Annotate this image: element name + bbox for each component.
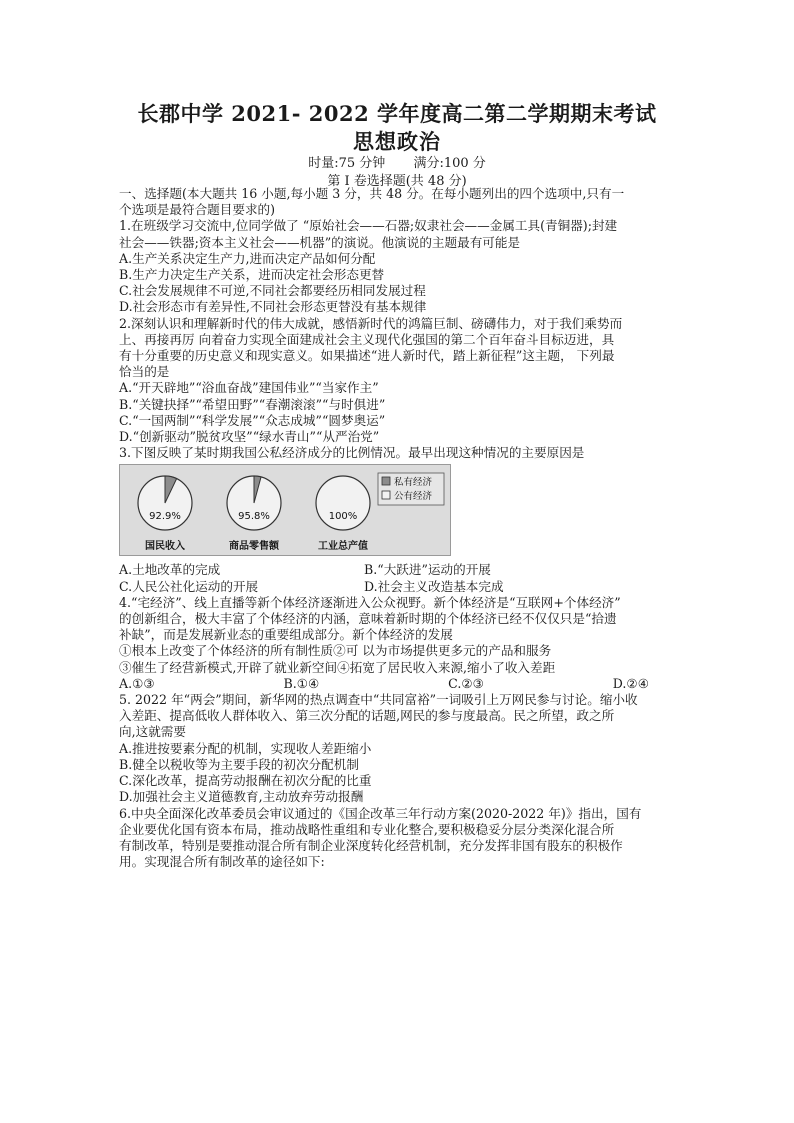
q3-options-row	[119, 562, 679, 578]
q4-item: ③催生了经营新模式,开辟了就业新空间④拓宽了居民收入来源,缩小了收入差距	[119, 659, 556, 675]
legend-label: 公有经济	[394, 491, 433, 503]
q1-option-b: B.生产力决定生产关系，进而决定社会形态更替	[119, 267, 385, 283]
q2-option-a: A.“开天辟地”“浴血奋战”建国伟业”“当家作主”	[119, 380, 379, 396]
q2-stem: 上、再接再厉 向着奋力实现全面建成社会主义现代化强国的第二个百年奋斗目标迈进，具	[119, 331, 615, 347]
q2-stem: 恰当的是	[119, 364, 170, 380]
q4-option-b: B.①④	[283, 675, 320, 691]
q5-option-c: C.深化改革，提高劳动报酬在初次分配的比重	[119, 773, 372, 789]
subject-title: 思想政治	[353, 129, 441, 154]
q6-stem: 6.中央全面深化改革委员会审议通过的《国企改革三年行动方案(2020-2022 年)》指出，国有	[119, 805, 642, 821]
q1-option-c: C.社会发展规律不可逆,不同社会都要经历相同发展过程	[119, 283, 426, 299]
q4-stem: 的创新组合，极大丰富了个体经济的内涵，意味着新时期的个体经济已经不仅仅只是“拾遗	[119, 611, 617, 627]
q5-option-b: B.健全以税收等为主要手段的初次分配机制	[119, 756, 359, 772]
q6-stem: 用。实现混合所有制改革的途径如下:	[119, 854, 325, 870]
q4-item: ①根本上改变了个体经济的所有制性质②可 以为市场提供更多元的产品和服务	[119, 643, 552, 659]
q4-option-d: D.②④	[612, 675, 649, 691]
q1-option-d: D.社会形态市有差异性,不同社会形态更替没有基本规律	[119, 299, 427, 315]
q4-stem: 补缺”，而是发展新业态的重要组成部分。新个体经济的发展	[119, 627, 453, 643]
pie-category-label: 国民收入	[145, 541, 185, 553]
q3-option-a: A.土地改革的完成	[119, 562, 221, 578]
q1-option-a: A.生产关系决定生产力,进而决定产品如何分配	[119, 250, 376, 266]
q3-option-b: B.“大跃进”运动的开展	[364, 562, 491, 578]
pie-category-label: 商品零售额	[229, 541, 279, 553]
q1-stem: 1.在班级学习交流中,位同学做了 “原始社会——石器;奴隶社会——金属工具(青铜器);封建	[119, 218, 618, 234]
q5-option-a: A.推进按要素分配的机制，实现收人差距缩小	[119, 740, 372, 756]
q5-stem: 5. 2022 年“两会”期间，新华网的热点调查中“共同富裕”一词吸引上万网民参与讨论。缩小收	[119, 692, 638, 708]
q3-stem: 3.下图反映了某时期我国公私经济成分的比例情况。最早出现这种情况的主要原因是	[119, 445, 585, 461]
q4-option-a: A.①③	[119, 675, 155, 691]
q3-option-c: C.人民公社化运动的开展	[119, 578, 259, 594]
q3-option-d: D.社会主义改造基本完成	[364, 578, 504, 594]
pie-chart-figure	[119, 464, 451, 556]
q2-option-b: B.“关键抉择”“希望田野”“春潮滚滚”“与时俱进”	[119, 396, 386, 412]
pie-category-label: 工业总产值	[318, 541, 368, 553]
section-heading: 第 I 卷选择题(共 48 分)	[327, 174, 467, 189]
exam-title: 长郡中学 2021- 2022 学年度高二第二学期期末考试	[137, 101, 657, 126]
q4-options-row	[119, 676, 649, 692]
exam-meta	[0, 152, 794, 171]
full-score: 满分:100 分	[413, 156, 486, 171]
q1-stem: 社会——铁器;资本主义社会——机器”的演说。他演说的主题最有可能是	[119, 234, 521, 250]
q6-stem: 有制改革，特别是要推动混合所有制企业深度转化经营机制，充分发挥非国有股东的积极作	[119, 837, 623, 853]
q5-stem: 入差距、提高低收人群体收入、第三次分配的话题,网民的参与度最高。民之所望，政之所	[119, 708, 615, 724]
pie-value-label: 95.8%	[238, 511, 270, 523]
exam-body	[119, 186, 679, 870]
q2-option-d: D.“创新驱动”脱贫攻坚”“绿水青山”“从严治党”	[119, 429, 380, 445]
instructions-line: 一、选择题(本大题共 16 小题,每小题 3 分，共 48 分。在每小题列出的四个选项中,只有一	[119, 186, 625, 201]
q4-stem: 4.“宅经济”、线上直播等新个体经济逐渐进入公众视野。新个体经济是“互联网+个体经济”	[119, 594, 621, 610]
pie-value-label: 92.9%	[149, 511, 181, 523]
q5-option-d: D.加强社会主义道德教育,主动放弃劳动报酬	[119, 789, 364, 805]
legend-swatch	[382, 477, 390, 485]
legend-swatch	[382, 491, 390, 499]
legend-label: 私有经济	[394, 477, 433, 489]
q2-stem: 有十分重要的历史意义和现实意义。如果描述“进人新时代，踏上新征程”这主题， 下列最	[119, 348, 615, 364]
pie-chart-svg	[120, 465, 450, 555]
q5-stem: 向,这就需要	[119, 724, 186, 740]
q2-option-c: C.“一国两制”“科学发展”“众志成城”“圆梦奥运”	[119, 412, 386, 428]
time-limit: 时量:75 分钟	[308, 156, 386, 171]
q4-option-c: C.②③	[448, 675, 484, 691]
pie-value-label: 100%	[328, 511, 358, 523]
q6-stem: 企业要优化国有资本布局，推动战略性重组和专业化整合,要积极稳妥分层分类深化混合所	[119, 821, 615, 837]
instructions-line: 个选项是最符合题目要求的)	[119, 202, 276, 218]
q3-options-row	[119, 579, 679, 595]
q2-stem: 2.深刻认识和理解新时代的伟大成就，感悟新时代的鸿篇巨制、磅礴伟力，对于我们乘势而	[119, 315, 623, 331]
